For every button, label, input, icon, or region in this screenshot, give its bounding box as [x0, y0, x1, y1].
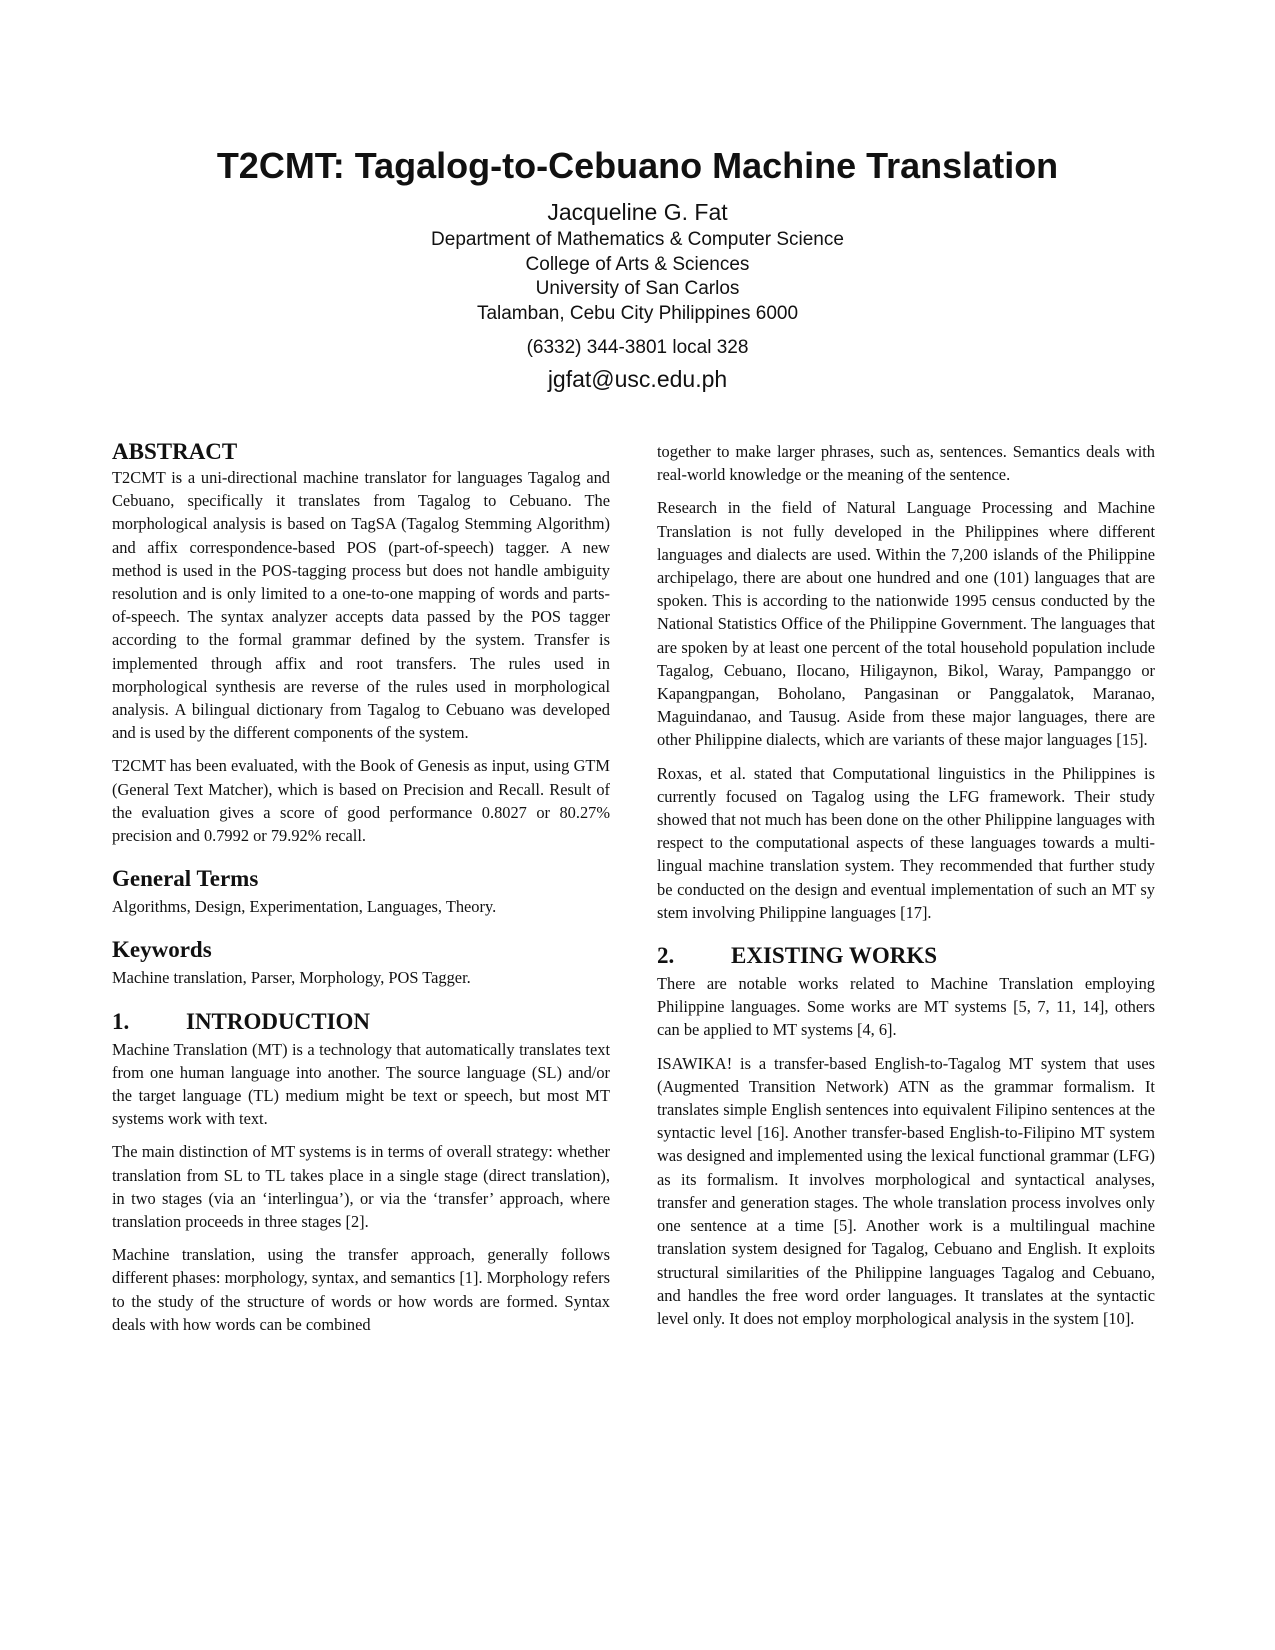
left-column — [112, 438, 610, 1346]
keywords-heading: Keywords — [112, 937, 212, 963]
introduction-paragraph: The main distinction of MT systems is in terms of overall strategy: whether translation from SL to TL takes place in a single stage (direct translation), in two stages (via an ‘interlingua’), or via the ‘transfer’ approach, where translation proceeds in three stages [2]. — [112, 1142, 610, 1232]
existing-works-heading — [657, 942, 1155, 970]
affiliation-line: College of Arts & Sciences — [525, 253, 750, 275]
abstract-paragraph: T2CMT is a uni-directional machine translator for languages Tagalog and Cebuano, specifically it translates from Tagalog to Cebuano. The morphological analysis is based on TagSA (Tagalog Stemming Algorithm) and affix correspondence-based POS (part-of-speech) tagger. A new method is used in the POS-tagging process but does not handle ambiguity resolution and is only limited to a one-to-one mapping of words and parts-of-speech. The syntax analyzer accepts data passed by the POS tagger according to the formal grammar defined by the system. Transfer is implemented through affix and root transfers. The rules used in morphological synthesis are reverse of the rules used in morphological analysis. A bilingual dictionary from Tagalog to Cebuano was developed and is used by the different components of the system. — [112, 468, 610, 743]
general-terms-heading: General Terms — [112, 866, 259, 892]
right-column — [657, 440, 1155, 1340]
author-affiliation — [0, 228, 1275, 326]
affiliation-line: Talamban, Cebu City Philippines 6000 — [476, 302, 799, 324]
paper-title: T2CMT: Tagalog-to-Cebuano Machine Translation — [216, 145, 1059, 186]
section-title: INTRODUCTION — [186, 1008, 371, 1034]
author-email: jgfat@usc.edu.ph — [547, 366, 728, 392]
author-name: Jacqueline G. Fat — [547, 199, 728, 225]
section-number: 2. — [657, 943, 675, 969]
section-number: 1. — [112, 1008, 130, 1034]
abstract-heading: ABSTRACT — [112, 439, 238, 464]
introduction-paragraph: Research in the field of Natural Language Processing and Machine Translation is not fully developed in the Philippines where different languages and dialects are used. Within the 7,200 islands of the Philippine archipelago, there are about one hundred and one (101) languages that are spoken. This is according to the nationwide 1995 census conducted by the National Statistics Office of the Philippine Government. The languages that are spoken by at least one percent of the total household population include Tagalog, Cebuano, Ilocano, Hiligaynon, Bikol, Waray, Pampanggo or Kapangpangan, Boholano, Pangasinan or Panggalatok, Maranao, Maguindanao, and Tausug. Aside from these major languages, there are other Philippine dialects, which are variants of these major languages [15]. — [657, 498, 1155, 750]
affiliation-line: University of San Carlos — [535, 278, 740, 299]
section-title: EXISTING WORKS — [731, 943, 938, 969]
general-terms-text: Algorithms, Design, Experimentation, Languages, Theory. — [112, 897, 497, 917]
introduction-paragraph: together to make larger phrases, such as, sentences. Semantics deals with real-world knowledge or the meaning of the sentence. — [657, 442, 1155, 485]
abstract-paragraph: T2CMT has been evaluated, with the Book of Genesis as input, using GTM (General Text Matcher), which is based on Precision and Recall. Result of the evaluation gives a score of good performance 0.8027 or 80.27% precision and 0.7992 or 79.92% recall. — [112, 756, 610, 846]
existing-works-paragraph: ISAWIKA! is a transfer-based English-to-Tagalog MT system that uses (Augmented Transition Network) ATN as the grammar formalism. It translates simple English sentences into equivalent Filipino sentences at the syntactic level [16]. Another transfer-based English-to-Filipino MT system was designed and implemented using the lexical functional grammar (LFG) as its formalism. It involves morphological and syntactical analyses, transfer and generation stages. The whole translation process involves only one sentence at a time [5]. Another work is a multilingual machine translation system designed for Tagalog, Cebuano and English. It exploits structural similarities of the Philippine languages Tagalog and Cebuano, and handles the free word order languages. It translates at the syntactic level only. It does not employ morphological analysis in the system [10]. — [657, 1053, 1155, 1328]
introduction-heading — [112, 1008, 610, 1036]
existing-works-paragraph: There are notable works related to Machine Translation employing Philippine languages. Some works are MT systems [5, 7, 11, 14], others can be applied to MT systems [4, 6]. — [657, 974, 1155, 1040]
author-phone: (6332) 344-3801 local 328 — [526, 337, 749, 358]
introduction-paragraph: Roxas, et al. stated that Computational linguistics in the Philippines is currently focused on Tagalog using the LFG framework. Their study showed that not much has been done on the other Philippine languages with respect to the computational aspects of these languages towards a multi-lingual machine translation system. They recommended that further study be conducted on the design and eventual implementation of such an MT sy stem involving Philippine languages [17]. — [657, 763, 1155, 922]
affiliation-line: Department of Mathematics & Computer Science — [431, 229, 844, 250]
introduction-paragraph: Machine translation, using the transfer approach, generally follows different phases: morphology, syntax, and semantics [1]. Morphology refers to the study of the structure of words or how words are formed. Syntax deals with how words can be combined — [112, 1245, 610, 1334]
introduction-paragraph: Machine Translation (MT) is a technology that automatically translates text from one human language into another. The source language (SL) and/or the target language (TL) medium might be text or speech, but most MT systems work with text. — [112, 1039, 610, 1129]
keywords-text: Machine translation, Parser, Morphology, POS Tagger. — [112, 968, 471, 988]
